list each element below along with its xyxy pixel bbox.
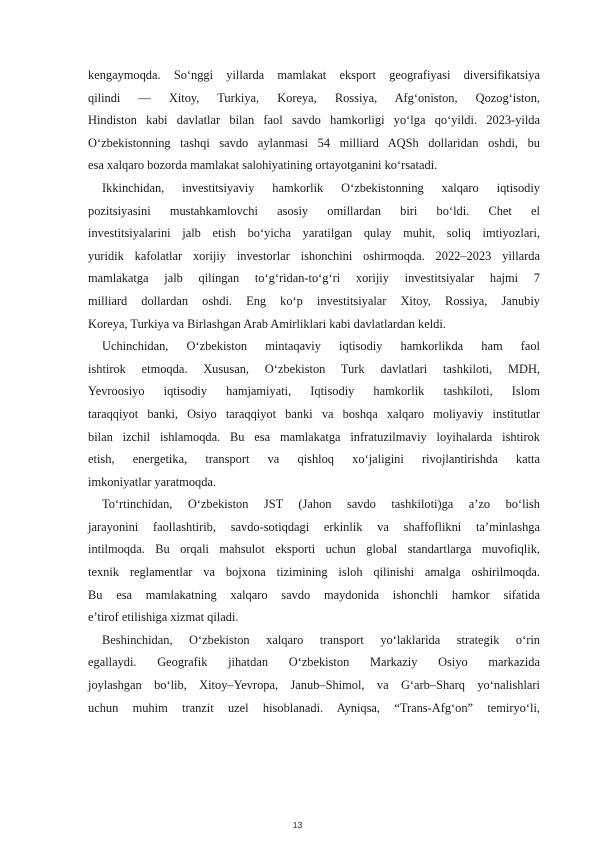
- text-line: Ikkinchidan, investitsiyaviy hamkorlik O‘zbekistonning xalqaro iqtisodiy: [102, 180, 540, 195]
- paragraph-transport: [88, 629, 540, 719]
- text-line: To‘rtinchidan, O‘zbekiston JST (Jahon savdo tashkiloti)ga a’zo bo‘lish: [102, 497, 540, 512]
- text-line: intilmoqda. Bu orqali mahsulot eksporti uchun global standartlarga muvofiqlik,: [88, 542, 540, 557]
- paragraph-wto: [88, 493, 540, 629]
- text-line: uchun muhim tranzit uzel hisoblanadi. Ayniqsa, “Trans-Afg‘on” temiryo‘li,: [88, 700, 540, 715]
- text-line: ishtirok etmoqda. Xususan, O‘zbekiston Turk davlatlari tashkiloti, MDH,: [88, 361, 540, 376]
- text-line: bilan izchil ishlamoqda. Bu esa mamlakatga infratuzilmaviy loyihalarda ishtirok: [88, 429, 540, 444]
- paragraph-investment: [88, 177, 540, 335]
- text-line: Bu esa mamlakatning xalqaro savdo maydonida ishonchli hamkor sifatida: [88, 587, 540, 602]
- page-number: 13: [292, 820, 303, 830]
- text-line: milliard dollardan oshdi. Eng ko‘p investitsiyalar Xitoy, Rossiya, Janubiy: [88, 293, 540, 308]
- text-line: joylashgan bo‘lib, Xitoy–Yevropa, Janub–Shimol, va G‘arb–Sharq yo‘nalishlari: [88, 678, 540, 693]
- text-line: O‘zbekistonning tashqi savdo aylanmasi 54 milliard AQSh dollaridan oshdi, bu: [88, 135, 540, 150]
- text-line: mamlakatga jalb qilingan to‘g‘ridan-to‘g‘ri xorijiy investitsiyalar hajmi 7: [88, 271, 540, 286]
- text-line: egallaydi. Geografik jihatdan O‘zbekiston Markaziy Osiyo markazida: [88, 655, 540, 670]
- text-line: Uchinchidan, O‘zbekiston mintaqaviy iqtisodiy hamkorlikda ham faol: [102, 339, 540, 354]
- text-line: etish, energetika, transport va qishloq xo‘jaligini rivojlantirishda katta: [88, 452, 540, 467]
- text-line: imkoniyatlar yaratmoqda.: [88, 474, 216, 489]
- text-line: Koreya, Turkiya va Birlashgan Arab Amirliklari kabi davlatlardan keldi.: [88, 316, 446, 331]
- page-body: [88, 64, 540, 719]
- text-line: Yevroosiyo iqtisodiy hamjamiyati, Iqtisodiy hamkorlik tashkiloti, Islom: [88, 384, 540, 399]
- text-line: pozitsiyasini mustahkamlovchi asosiy omillardan biri bo‘ldi. Chet el: [88, 203, 540, 218]
- text-line: texnik reglamentlar va bojxona tizimining isloh qilinishi amalga oshirilmoqda.: [88, 565, 540, 580]
- text-line: kengaymoqda. So‘nggi yillarda mamlakat eksport geografiyasi diversifikatsiya: [88, 68, 540, 82]
- text-line: jarayonini faollashtirib, savdo-sotiqdagi erkinlik va shaffoflikni ta’minlashga: [88, 519, 540, 534]
- text-line: taraqqiyot banki, Osiyo taraqqiyot banki va boshqa xalqaro moliyaviy institutlar: [88, 406, 540, 421]
- paragraph-regional-cooperation: [88, 335, 540, 493]
- text-line: Beshinchidan, O‘zbekiston xalqaro transport yo‘laklarida strategik o‘rin: [102, 632, 540, 647]
- text-line: investitsiyalarini jalb etish bo‘yicha yaratilgan qulay muhit, soliq imtiyozlari,: [88, 226, 540, 241]
- text-line: esa xalqaro bozorda mamlakat salohiyatining ortayotganini ko‘rsatadi.: [88, 158, 438, 173]
- text-line: yuridik kafolatlar xorijiy investorlar ishonchini oshirmoqda. 2022–2023 yillarda: [88, 248, 540, 263]
- text-line: e’tirof etilishiga xizmat qiladi.: [88, 610, 239, 625]
- text-line: Hindiston kabi davlatlar bilan faol savdo hamkorligi yo‘lga qo‘yildi. 2023-yilda: [88, 113, 540, 128]
- paragraph-export: [88, 64, 540, 177]
- text-line: qilindi — Xitoy, Turkiya, Koreya, Rossiya, Afg‘oniston, Qozog‘iston,: [88, 90, 540, 105]
